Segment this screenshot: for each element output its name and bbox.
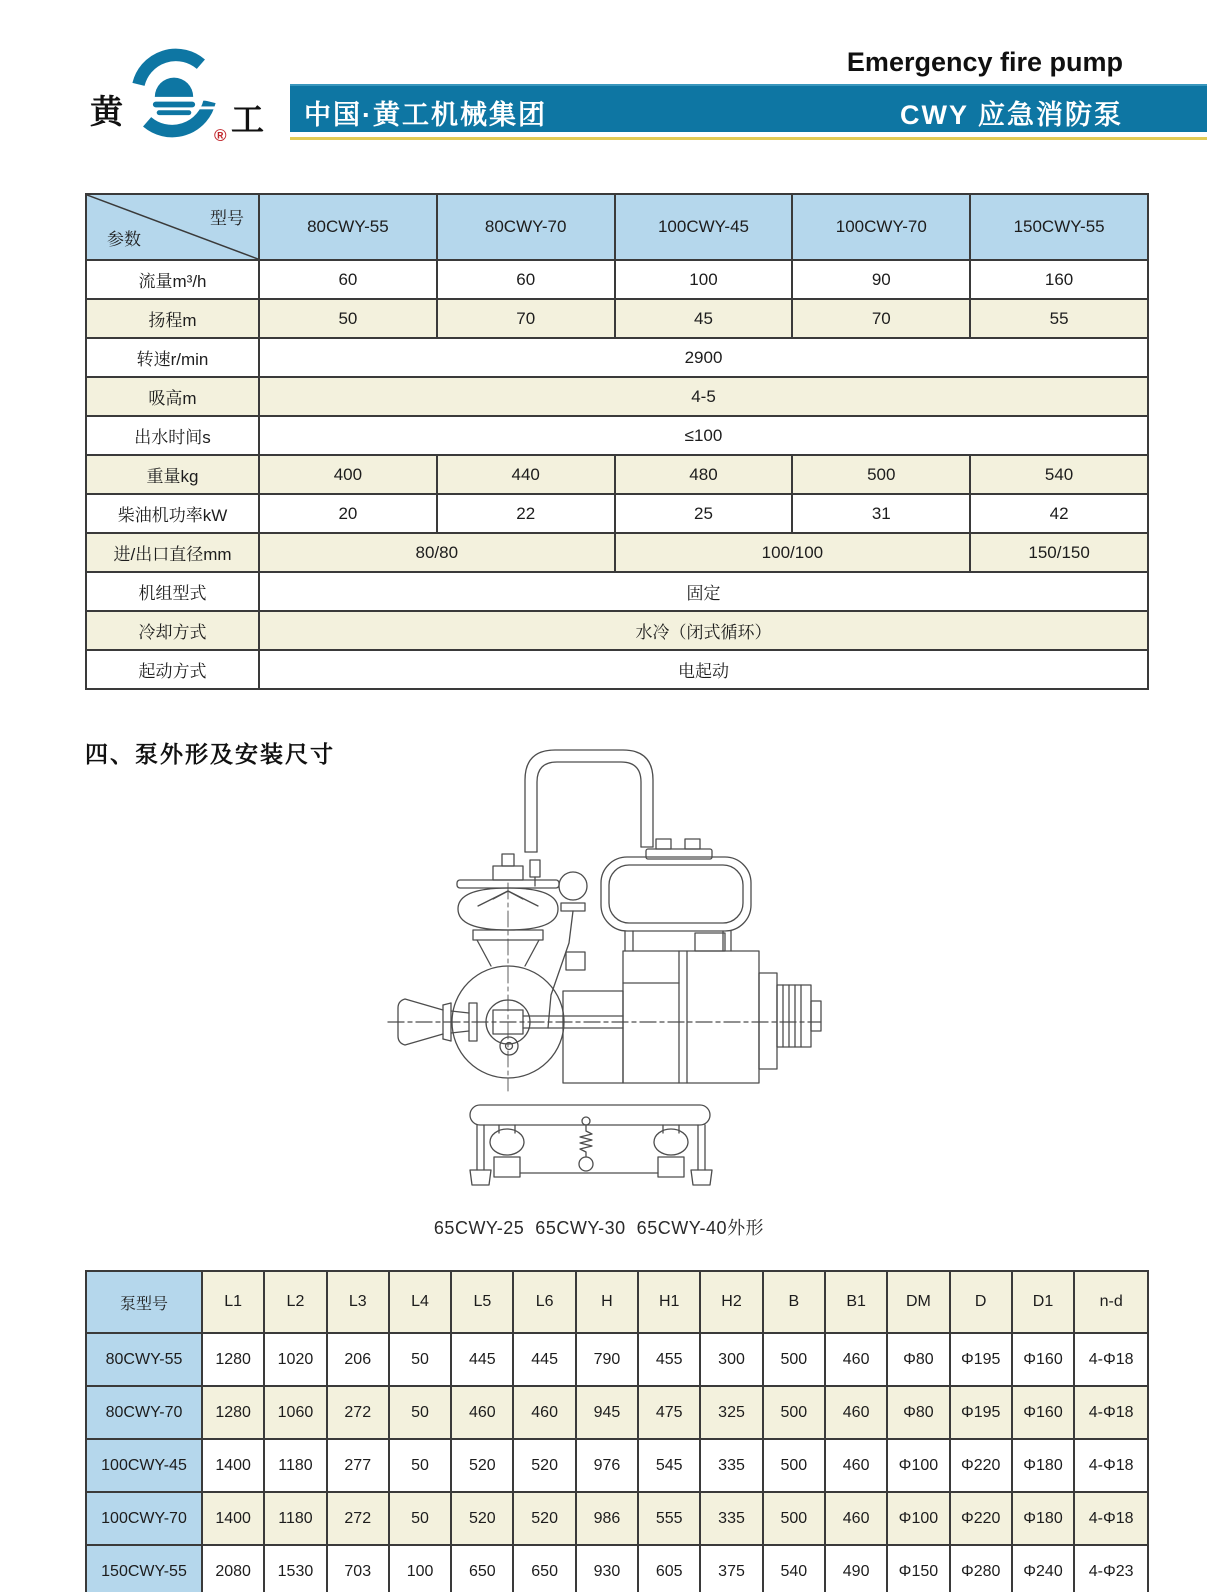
registered-trademark-icon: ®	[214, 126, 227, 145]
dim-cell: 1280	[202, 1333, 264, 1386]
dim-cell: 1180	[264, 1492, 326, 1545]
dim-header: L6	[513, 1271, 575, 1333]
model-header: 80CWY-55	[259, 194, 437, 260]
spec-cell: 60	[437, 260, 615, 299]
gold-divider-line	[290, 137, 1207, 140]
spec-cell: 2900	[259, 338, 1148, 377]
dim-cell: 520	[451, 1492, 513, 1545]
spec-row	[86, 650, 1148, 689]
product-title-cn: CWY 应急消防泵	[899, 100, 1123, 130]
dim-cell: Φ220	[950, 1492, 1012, 1545]
dimension-table	[85, 1270, 1149, 1592]
dim-cell: 50	[389, 1439, 451, 1492]
dim-header: H1	[638, 1271, 700, 1333]
dim-cell: 445	[513, 1333, 575, 1386]
spec-row-label: 扬程m	[86, 299, 259, 338]
spec-cell: 80/80	[259, 533, 615, 572]
dim-cell: 520	[513, 1492, 575, 1545]
spec-cell: 540	[970, 455, 1148, 494]
dim-cell: 650	[451, 1545, 513, 1592]
spec-cell: 60	[259, 260, 437, 299]
spec-row-label: 起动方式	[86, 650, 259, 689]
spec-cell: 固定	[259, 572, 1148, 611]
logo-emblem-icon	[126, 43, 222, 143]
dim-cell: 520	[513, 1439, 575, 1492]
dim-cell: 500	[763, 1386, 825, 1439]
company-name: 中国·黄工机械集团	[304, 100, 547, 130]
dim-row	[86, 1545, 1148, 1592]
dim-cell: 272	[327, 1492, 389, 1545]
dim-cell: 4-Φ18	[1074, 1439, 1148, 1492]
corner-label-model: 型号	[210, 209, 244, 228]
spec-row-label: 流量m³/h	[86, 260, 259, 299]
spec-cell: 400	[259, 455, 437, 494]
dim-header: D1	[1012, 1271, 1074, 1333]
dim-cell: 272	[327, 1386, 389, 1439]
dim-cell: 945	[576, 1386, 638, 1439]
spec-cell: 45	[615, 299, 793, 338]
spec-cell: 电起动	[259, 650, 1148, 689]
spec-cell: 500	[792, 455, 970, 494]
spec-cell: 水冷（闭式循环）	[259, 611, 1148, 650]
dim-model-cell: 80CWY-55	[86, 1333, 202, 1386]
spec-cell: 90	[792, 260, 970, 299]
dim-row	[86, 1492, 1148, 1545]
spec-row	[86, 299, 1148, 338]
dim-cell: 605	[638, 1545, 700, 1592]
spec-row-label: 柴油机功率kW	[86, 494, 259, 533]
dim-cell: Φ100	[887, 1439, 949, 1492]
dim-cell: 460	[513, 1386, 575, 1439]
dim-header: L3	[327, 1271, 389, 1333]
dim-cell: 206	[327, 1333, 389, 1386]
spec-corner-cell	[86, 194, 259, 260]
dim-cell: 50	[389, 1333, 451, 1386]
dim-cell: 986	[576, 1492, 638, 1545]
dim-cell: 555	[638, 1492, 700, 1545]
dim-cell: 50	[389, 1492, 451, 1545]
spec-cell: 55	[970, 299, 1148, 338]
dim-cell: 500	[763, 1333, 825, 1386]
spec-cell: 150/150	[970, 533, 1148, 572]
dim-cell: 650	[513, 1545, 575, 1592]
spec-row	[86, 260, 1148, 299]
spec-row-label: 冷却方式	[86, 611, 259, 650]
dim-cell: Φ180	[1012, 1492, 1074, 1545]
dim-header-model: 泵型号	[86, 1271, 202, 1333]
dim-header: L4	[389, 1271, 451, 1333]
dim-cell: 703	[327, 1545, 389, 1592]
spec-cell: 440	[437, 455, 615, 494]
spec-cell: 160	[970, 260, 1148, 299]
dim-cell: 490	[825, 1545, 887, 1592]
spec-row	[86, 572, 1148, 611]
spec-cell: 100/100	[615, 533, 971, 572]
spec-row-label: 出水时间s	[86, 416, 259, 455]
spec-cell: 25	[615, 494, 793, 533]
spec-cell: 22	[437, 494, 615, 533]
dim-cell: 1280	[202, 1386, 264, 1439]
dim-cell: Φ80	[887, 1386, 949, 1439]
dim-cell: 1020	[264, 1333, 326, 1386]
spec-row-label: 转速r/min	[86, 338, 259, 377]
dim-cell: 930	[576, 1545, 638, 1592]
company-logo	[88, 38, 288, 148]
corner-label-param: 参数	[107, 230, 141, 249]
spec-cell: 70	[792, 299, 970, 338]
spec-cell: 70	[437, 299, 615, 338]
drawing-caption: 65CWY-25 65CWY-30 65CWY-40外形	[433, 1218, 765, 1238]
dim-cell: 100	[389, 1545, 451, 1592]
logo-char-right: 工	[231, 101, 264, 138]
dim-cell: 375	[700, 1545, 762, 1592]
dim-cell: Φ240	[1012, 1545, 1074, 1592]
spec-cell: 31	[792, 494, 970, 533]
dim-cell: Φ100	[887, 1492, 949, 1545]
dim-cell: 500	[763, 1492, 825, 1545]
dim-cell: 460	[825, 1492, 887, 1545]
dim-cell: 520	[451, 1439, 513, 1492]
dim-cell: 790	[576, 1333, 638, 1386]
dim-cell: 500	[763, 1439, 825, 1492]
dim-cell: Φ80	[887, 1333, 949, 1386]
spec-cell: ≤100	[259, 416, 1148, 455]
dim-cell: Φ160	[1012, 1333, 1074, 1386]
model-header: 150CWY-55	[970, 194, 1148, 260]
dim-header: B	[763, 1271, 825, 1333]
dim-header-row	[86, 1271, 1148, 1333]
spec-row-label: 吸高m	[86, 377, 259, 416]
dim-cell: 1400	[202, 1492, 264, 1545]
spec-row-label: 重量kg	[86, 455, 259, 494]
dim-cell: 460	[825, 1386, 887, 1439]
dim-header: L2	[264, 1271, 326, 1333]
product-title-en: Emergency fire pump	[846, 47, 1123, 77]
dim-model-cell: 100CWY-70	[86, 1492, 202, 1545]
dim-header: n-d	[1074, 1271, 1148, 1333]
dim-cell: 4-Φ18	[1074, 1333, 1148, 1386]
spec-row	[86, 338, 1148, 377]
dim-cell: 460	[825, 1439, 887, 1492]
dim-cell: 50	[389, 1386, 451, 1439]
dim-cell: 1400	[202, 1439, 264, 1492]
dim-cell: 445	[451, 1333, 513, 1386]
dim-model-cell: 100CWY-45	[86, 1439, 202, 1492]
dim-header: D	[950, 1271, 1012, 1333]
dim-row	[86, 1439, 1148, 1492]
dim-cell: 976	[576, 1439, 638, 1492]
logo-char-left: 黄	[90, 93, 123, 130]
dim-cell: 1180	[264, 1439, 326, 1492]
dim-cell: 325	[700, 1386, 762, 1439]
dim-cell: 540	[763, 1545, 825, 1592]
dim-header: L1	[202, 1271, 264, 1333]
dim-cell: Φ280	[950, 1545, 1012, 1592]
spec-row	[86, 611, 1148, 650]
spec-cell: 4-5	[259, 377, 1148, 416]
dim-cell: 335	[700, 1492, 762, 1545]
section-title: 四、泵外形及安装尺寸	[85, 741, 335, 767]
spec-cell: 50	[259, 299, 437, 338]
dim-cell: 460	[451, 1386, 513, 1439]
spec-row-label: 机组型式	[86, 572, 259, 611]
dim-header: B1	[825, 1271, 887, 1333]
dim-cell: Φ180	[1012, 1439, 1074, 1492]
spec-row	[86, 455, 1148, 494]
model-header: 100CWY-45	[615, 194, 793, 260]
dim-row	[86, 1386, 1148, 1439]
spec-cell: 42	[970, 494, 1148, 533]
dim-row	[86, 1333, 1148, 1386]
dim-cell: Φ160	[1012, 1386, 1074, 1439]
dim-cell: 455	[638, 1333, 700, 1386]
spec-header-row	[86, 194, 1148, 260]
dim-cell: Φ220	[950, 1439, 1012, 1492]
dim-cell: 1530	[264, 1545, 326, 1592]
dim-cell: Φ195	[950, 1333, 1012, 1386]
spec-cell: 20	[259, 494, 437, 533]
dim-cell: 335	[700, 1439, 762, 1492]
dim-header: H2	[700, 1271, 762, 1333]
dim-model-cell: 150CWY-55	[86, 1545, 202, 1592]
pump-outline-drawing	[373, 733, 825, 1195]
dim-cell: 1060	[264, 1386, 326, 1439]
spec-cell: 100	[615, 260, 793, 299]
spec-row	[86, 416, 1148, 455]
header-banner	[290, 84, 1207, 132]
dim-cell: 2080	[202, 1545, 264, 1592]
dim-cell: 4-Φ18	[1074, 1386, 1148, 1439]
model-header: 80CWY-70	[437, 194, 615, 260]
dim-cell: 475	[638, 1386, 700, 1439]
dim-cell: 460	[825, 1333, 887, 1386]
dim-cell: 4-Φ18	[1074, 1492, 1148, 1545]
spec-row-label: 进/出口直径mm	[86, 533, 259, 572]
dim-cell: 300	[700, 1333, 762, 1386]
dim-model-cell: 80CWY-70	[86, 1386, 202, 1439]
dim-cell: 277	[327, 1439, 389, 1492]
model-header: 100CWY-70	[792, 194, 970, 260]
dim-header: L5	[451, 1271, 513, 1333]
dim-cell: 545	[638, 1439, 700, 1492]
dim-cell: Φ195	[950, 1386, 1012, 1439]
spec-cell: 480	[615, 455, 793, 494]
spec-row	[86, 377, 1148, 416]
spec-row	[86, 494, 1148, 533]
dim-header: H	[576, 1271, 638, 1333]
dim-cell: 4-Φ23	[1074, 1545, 1148, 1592]
spec-row	[86, 533, 1148, 572]
spec-table	[85, 193, 1149, 690]
dim-header: DM	[887, 1271, 949, 1333]
dim-cell: Φ150	[887, 1545, 949, 1592]
